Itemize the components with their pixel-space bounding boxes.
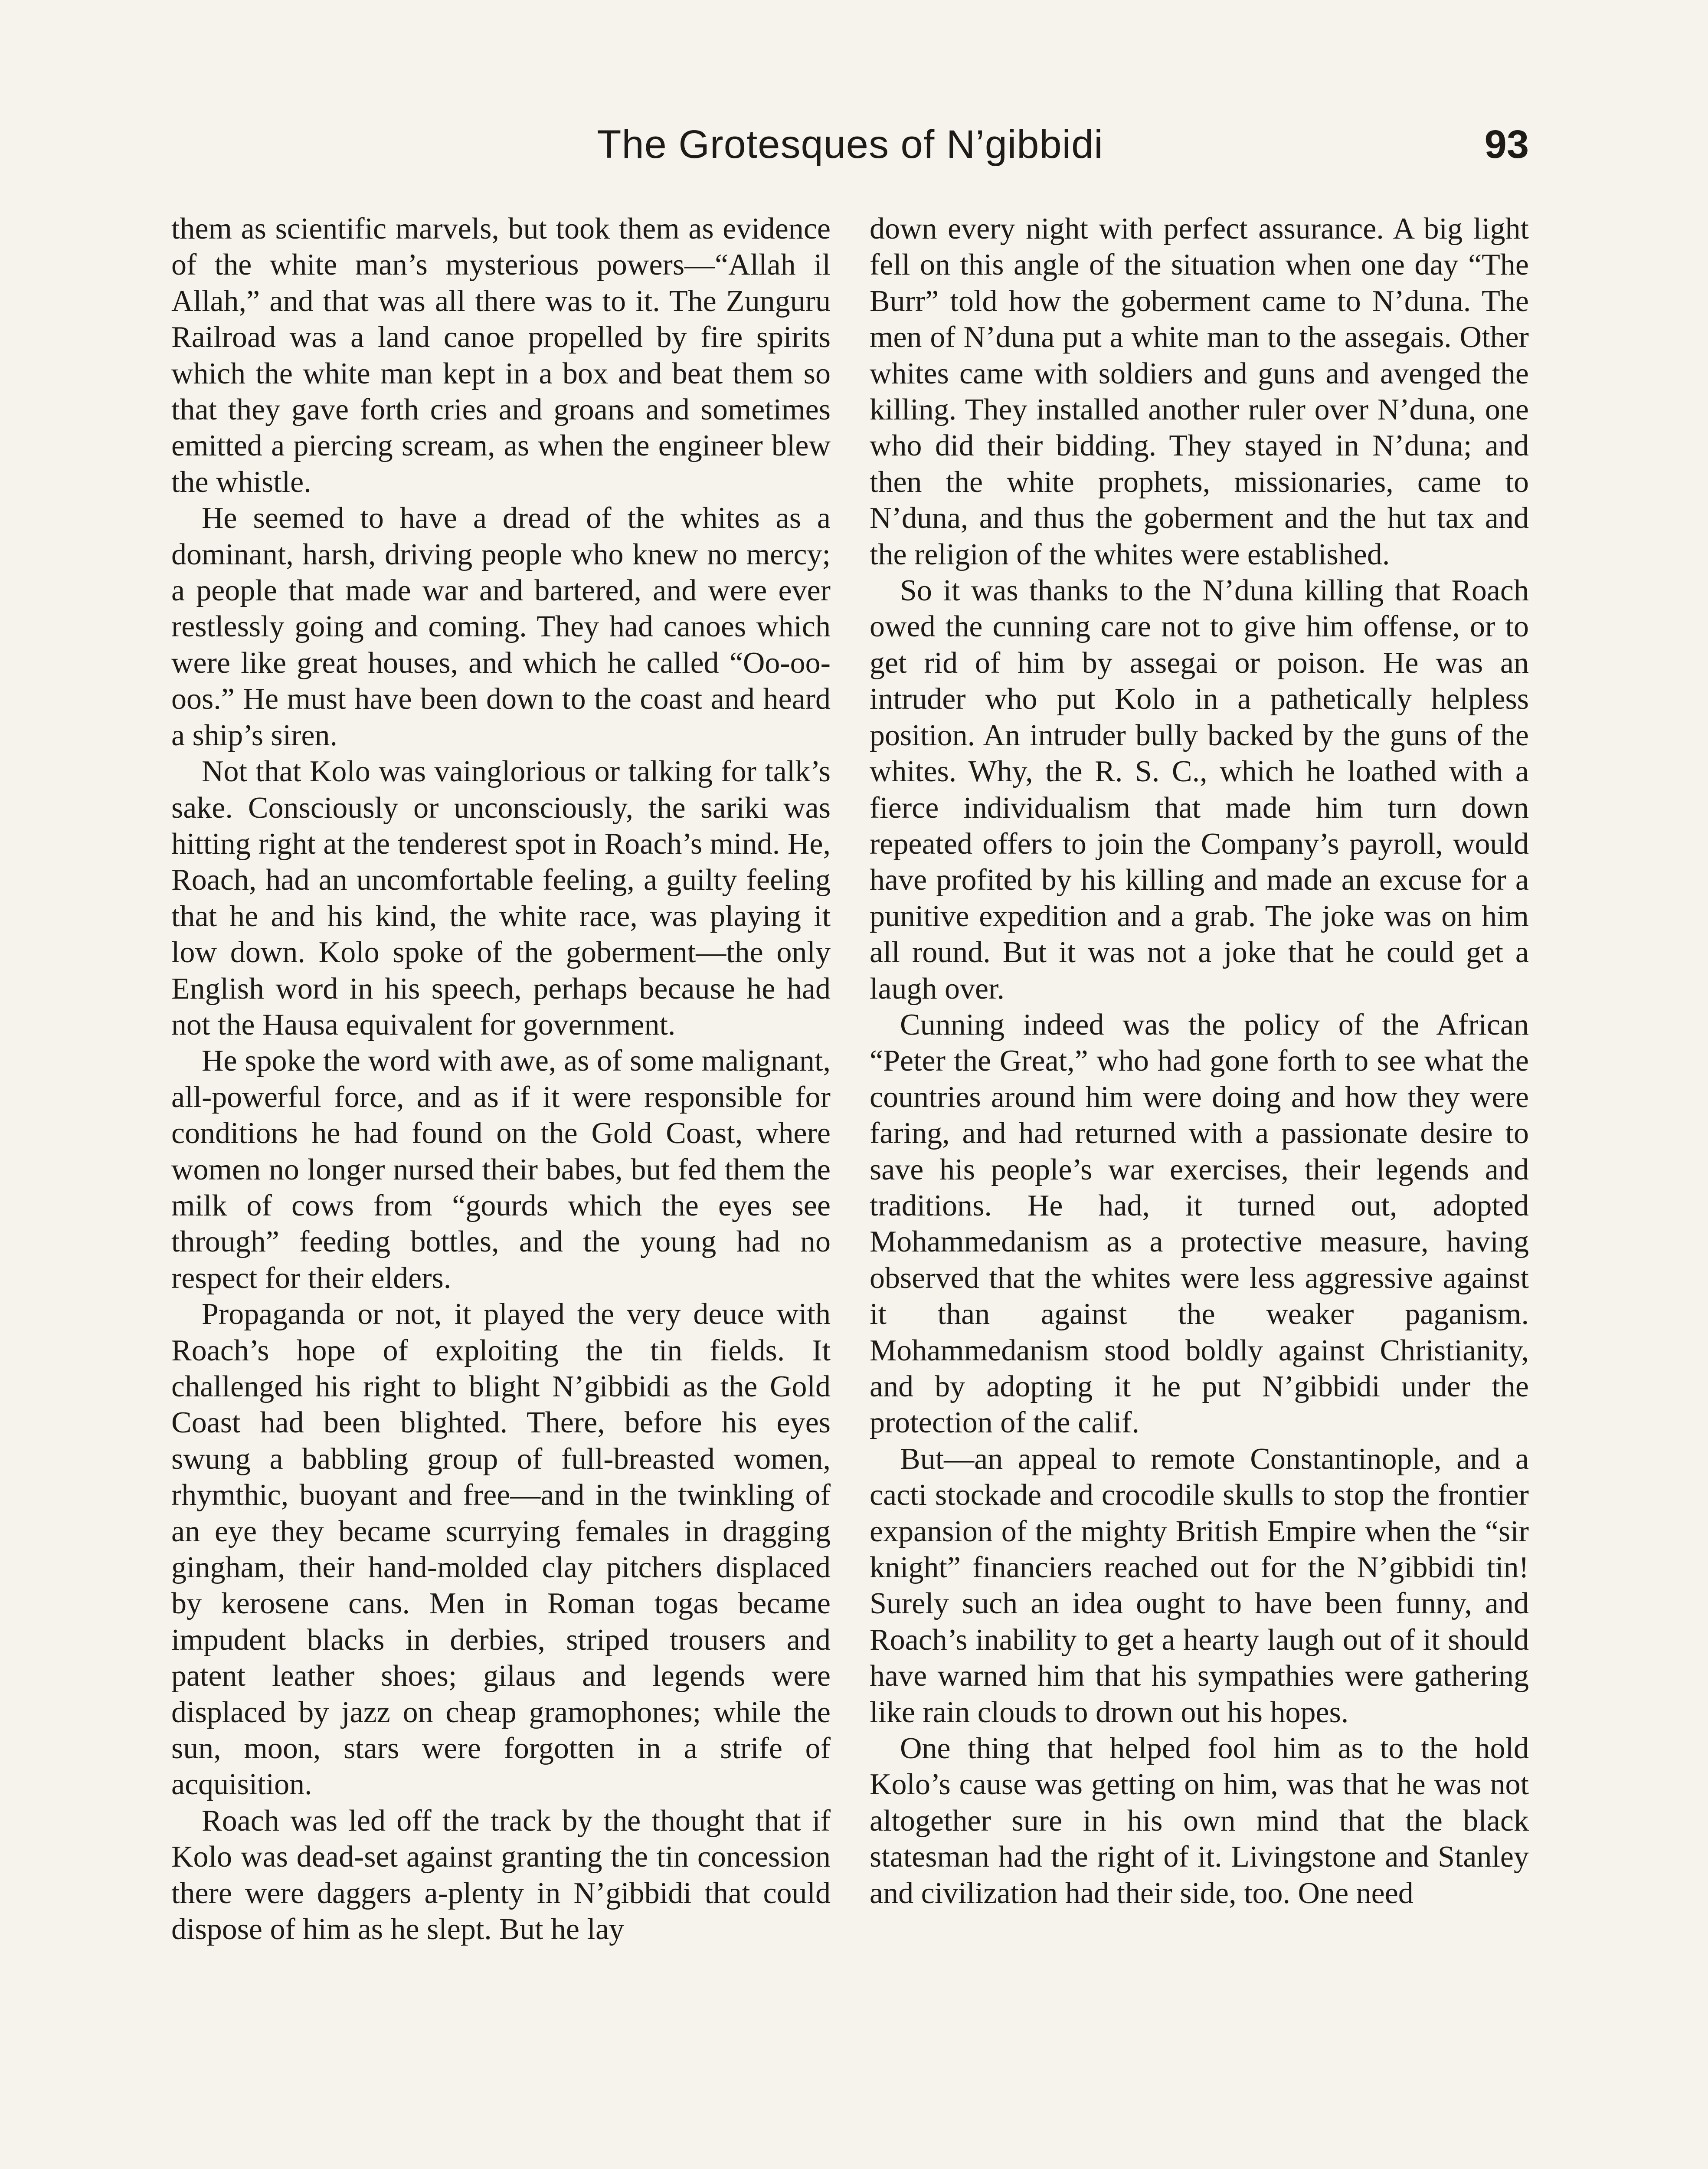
paragraph: Not that Kolo was vainglorious or talking for talk’s sake. Consciously or unconsciously, the sariki was hitting right at the tenderest spot in Roach’s mind. He, Roach, had an uncomfortable feeling, a guilty feeling that he and his kind, the white race, was playing it low down. Kolo spoke of the goberment—the only English word in his speech, perhaps because he had not the Hausa equivalent for government.	[171, 755, 831, 1042]
paragraph: One thing that helped fool him as to the hold Kolo’s cause was getting on him, was that he was not altogether sure in his own mind that the black statesman had the right of it. Livingstone and Stanley and civilization had their side, too. One need	[870, 1732, 1529, 1910]
paragraph: So it was thanks to the N’duna killing that Roach owed the cunning care not to give him offense, or to get rid of him by assegai or poison. He was an intruder who put Kolo in a pathetically helpless position. An intruder bully backed by the guns of the whites. Why, the R. S. C., which he loathed with a fierce individualism that made him turn down repeated offers to join the Company’s payroll, would have profited by his killing and made an excuse for a punitive expedition and a grab. The joke was on him all round. But it was not a joke that he could get a laugh over.	[870, 574, 1529, 1006]
paragraph: Cunning indeed was the policy of the African “Peter the Great,” who had gone forth to see what the countries around him were doing and how they were faring, and had returned with a passionate desire to save his people’s war exercises, their legends and traditions. He had, it turned out, adopted Mohammedanism as a protective measure, having observed that the whites were less aggressive against it than against the weaker paganism. Mohammedanism stood boldly against Christianity, and by adopting it he put N’gibbidi under the protection of the calif.	[870, 1008, 1529, 1440]
paragraph: He seemed to have a dread of the whites as a dominant, harsh, driving people who knew no mercy; a people that made war and bartered, and were ever restlessly going and coming. They had canoes which were like great houses, and which he called “Oo-oo-oos.” He must have been down to the coast and heard a ship’s siren.	[171, 501, 831, 752]
paragraph: He spoke the word with awe, as of some malignant, all-powerful force, and as if it were responsible for conditions he had found on the Gold Coast, where women no longer nursed their babes, but fed them the milk of cows from “gourds which the eyes see through” feeding bottles, and the young had no respect for their elders.	[171, 1044, 831, 1295]
paragraph: down every night with perfect assurance. A big light fell on this angle of the situation when one day “The Burr” told how the goberment came to N’duna. The men of N’duna put a white man to the assegais. Other whites came with soldiers and guns and avenged the killing. They installed another ruler over N’duna, one who did their bidding. They stayed in N’duna; and then the white prophets, missionaries, came to N’duna, and thus the goberment and the hut tax and the religion of the whites were established.	[870, 212, 1529, 571]
paragraph: Roach was led off the track by the thought that if Kolo was dead-set against granting the tin concession there were daggers a-plenty in N’gibbidi that could dispose of him as he slept. But he lay	[171, 1804, 831, 1946]
left-column	[171, 211, 831, 1948]
page-header	[171, 116, 1529, 181]
page-number: 93	[1484, 122, 1529, 167]
right-column	[870, 211, 1529, 1911]
page-title: The Grotesques of N’gibbidi	[597, 122, 1103, 167]
paragraph: But—an appeal to remote Constantinople, and a cacti stockade and crocodile skulls to stop the frontier expansion of the mighty British Empire when the “sir knight” financiers reached out for the N’gibbidi tin! Surely such an idea ought to have been funny, and Roach’s inability to get a hearty laugh out of it should have warned him that his sympathies were gathering like rain clouds to drown out his hopes.	[870, 1442, 1529, 1729]
paragraph: them as scientific marvels, but took them as evidence of the white man’s mysterious powers—“Allah il Allah,” and that was all there was to it. The Zunguru Railroad was a land canoe propelled by fire spirits which the white man kept in a box and beat them so that they gave forth cries and groans and sometimes emitted a piercing scream, as when the engineer blew the whistle.	[171, 212, 831, 499]
paragraph: Propaganda or not, it played the very deuce with Roach’s hope of exploiting the tin fields. It challenged his right to blight N’gibbidi as the Gold Coast had been blighted. There, before his eyes swung a babbling group of full-breasted women, rhymthic, buoyant and free—and in the twinkling of an eye they became scurrying females in dragging gingham, their hand-molded clay pitchers displaced by kerosene cans. Men in Roman togas became impudent blacks in derbies, striped trousers and patent leather shoes; gilaus and legends were displaced by jazz on cheap gramophones; while the sun, moon, stars were forgotten in a strife of acquisition.	[171, 1297, 831, 1802]
